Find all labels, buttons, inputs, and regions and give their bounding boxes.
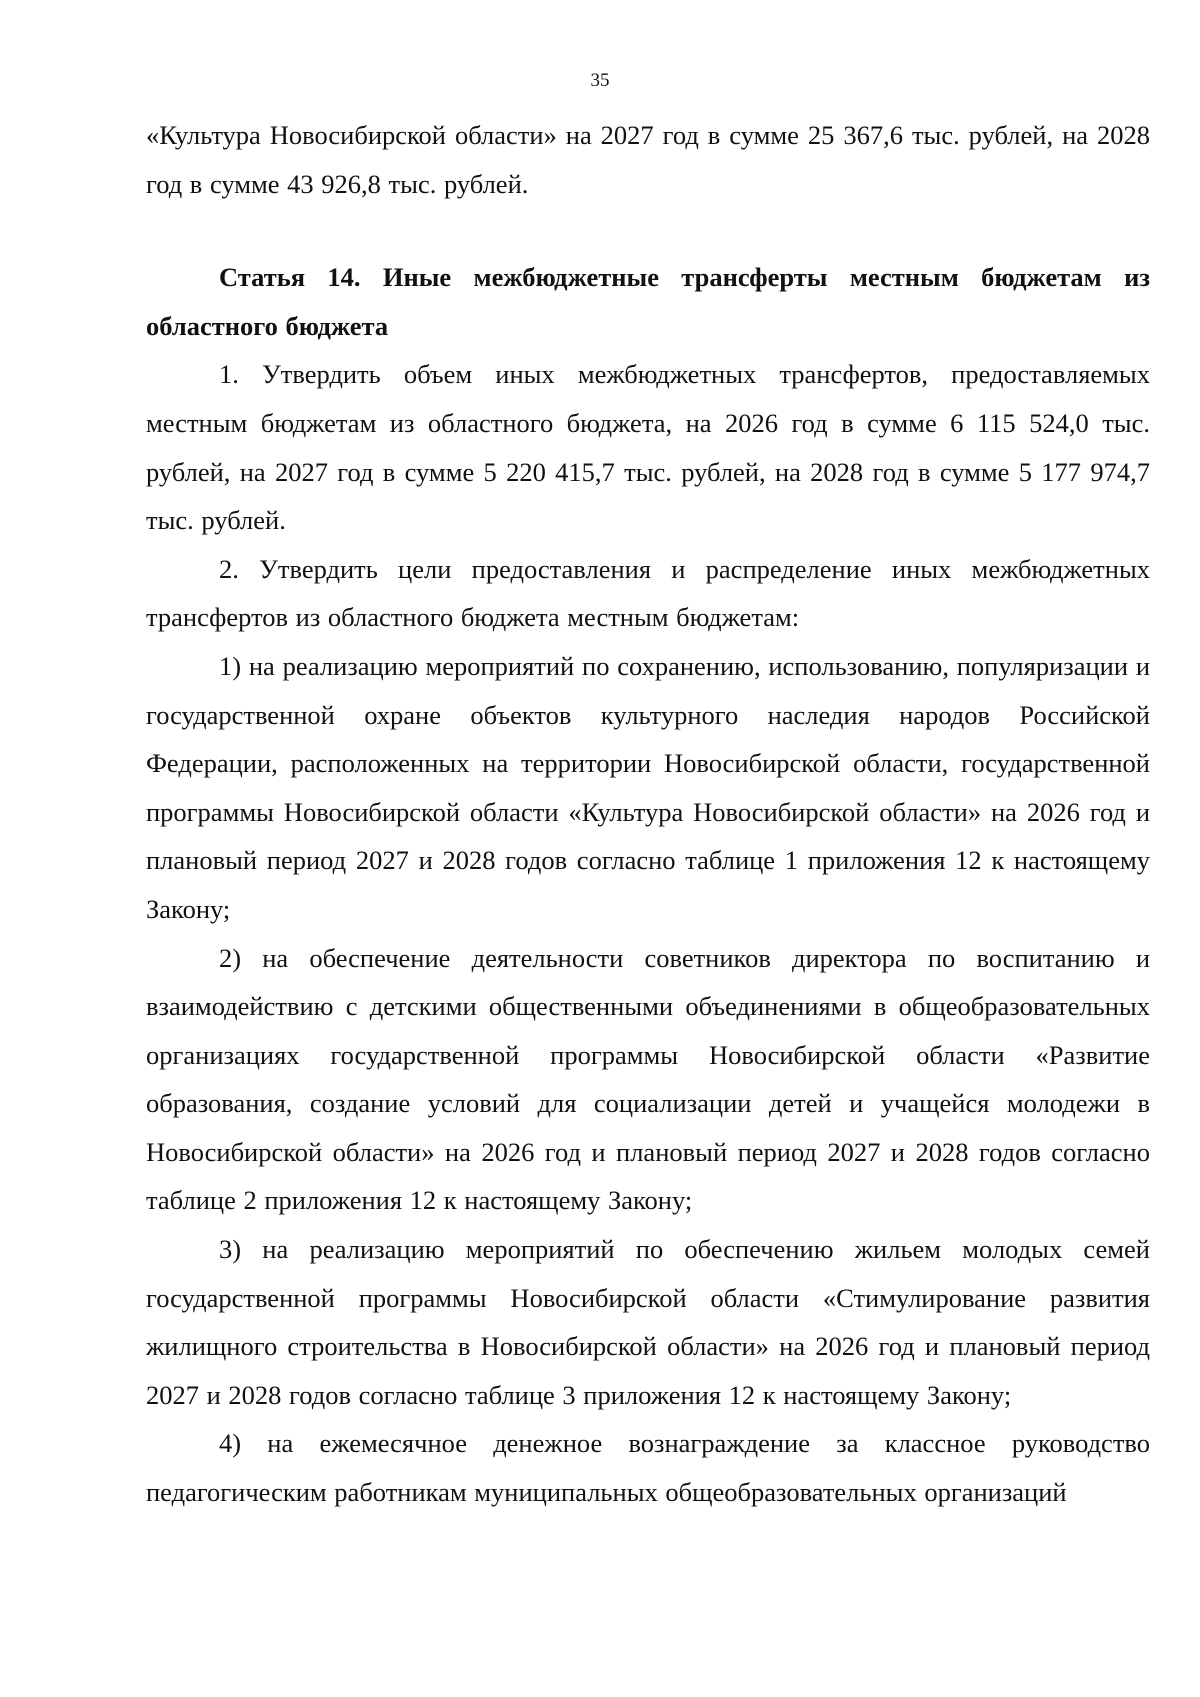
document-body: [146, 111, 1150, 1517]
continuation-paragraph: «Культура Новосибирской области» на 2027 год в сумме 25 367,6 тыс. рублей, на 2028 год в сумме 43 926,8 тыс. рублей.: [146, 120, 1150, 199]
paragraph-item-1: 1. Утвердить объем иных межбюджетных трансфертов, предоставляемых местным бюджетам из областного бюджета, на 2026 год в сумме 6 115 524,0 тыс. рублей, на 2027 год в сумме 5 220 415,7 тыс. рублей, на 2028 год в сумме 5 177 974,7 тыс. рублей.: [146, 359, 1150, 536]
article-heading: Статья 14. Иные межбюджетные трансферты местным бюджетам из областного бюджета: [146, 262, 1150, 341]
subparagraph-3: 3) на реализацию мероприятий по обеспечению жильем молодых семей государственной программы Новосибирской области «Стимулирование развития жилищного строительства в Новосибирской области» на 2026 год и плановый период 2027 и 2028 годов согласно таблице 3 приложения 12 к настоящему Закону;: [146, 1234, 1150, 1410]
page-number: 35: [590, 70, 610, 91]
subparagraph-2: 2) на обеспечение деятельности советников директора по воспитанию и взаимодействию с детскими общественными объединениями в общеобразовательных организациях государственной программы Новосибирской области «Развитие образования, создание условий для социализации детей и учащейся молодежи в Новосибирской области» на 2026 год и плановый период 2027 и 2028 годов согласно таблице 2 приложения 12 к настоящему Закону;: [146, 942, 1150, 1216]
subparagraph-4: 4) на ежемесячное денежное вознаграждение за классное руководство педагогическим работникам муниципальных общеобразовательных организаций: [146, 1428, 1150, 1508]
subparagraph-1: 1) на реализацию мероприятий по сохранению, использованию, популяризации и государственной охране объектов культурного наследия народов Российской Федерации, расположенных на территории Новосибирской области, государственной программы Новосибирской области «Культура Новосибирской области» на 2026 год и плановый период 2027 и 2028 годов согласно таблице 1 приложения 12 к настоящему Закону;: [146, 650, 1150, 924]
paragraph-item-2: 2. Утвердить цели предоставления и распределение иных межбюджетных трансфертов из областного бюджета местным бюджетам:: [146, 553, 1150, 633]
